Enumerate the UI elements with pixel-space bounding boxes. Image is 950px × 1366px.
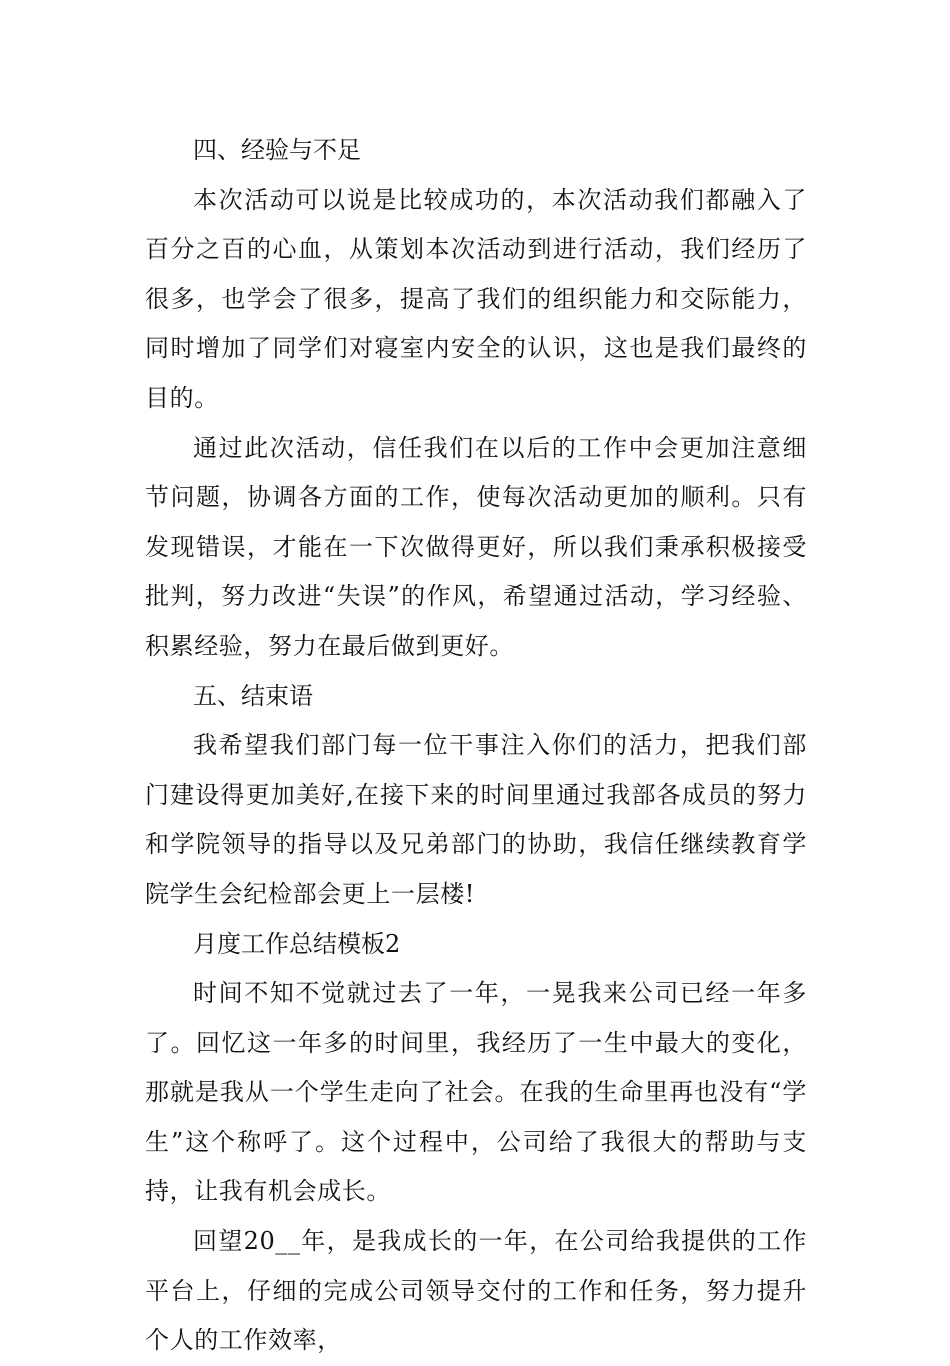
paragraph-conclusion: 我希望我们部门每一位干事注入你们的活力，把我们部门建设得更加美好,在接下来的时间里通过我部各成员的努力和学院领导的指导以及兄弟部门的协助，我信任继续教育学院学生会纪检部会更上一层楼! bbox=[145, 731, 807, 908]
paragraph-growth-year: 回望20__年，是我成长的一年，在公司给我提供的工作平台上，仔细的完成公司领导交付的工作和任务，努力提升个人的工作效率， bbox=[145, 1227, 807, 1355]
template-title: 月度工作总结模板2 bbox=[193, 929, 401, 958]
section-heading-experience: 四、经验与不足 bbox=[193, 136, 361, 164]
paragraph-year-review: 时间不知不觉就过去了一年，一晃我来公司已经一年多了。回忆这一年多的时间里，我经历了一生中最大的变化，那就是我从一个学生走向了社会。在我的生命里再也没有“学生”这个称呼了。这个过程中，公司给了我很大的帮助与支持，让我有机会成长。 bbox=[145, 979, 807, 1206]
document-body bbox=[145, 126, 807, 1366]
paragraph-activity-success: 本次活动可以说是比较成功的，本次活动我们都融入了百分之百的心血，从策划本次活动到进行活动，我们经历了很多，也学会了很多，提高了我们的组织能力和交际能力，同时增加了同学们对寝室内安全的认识，这也是我们最终的目的。 bbox=[145, 185, 807, 412]
paragraph-lessons-learned: 通过此次活动，信任我们在以后的工作中会更加注意细节问题，协调各方面的工作，使每次活动更加的顺利。只有发现错误，才能在一下次做得更好，所以我们秉承积极接受批判，努力改进“失误”的作风，希望通过活动，学习经验、积累经验，努力在最后做到更好。 bbox=[145, 433, 807, 660]
section-heading-conclusion: 五、结束语 bbox=[193, 681, 313, 710]
